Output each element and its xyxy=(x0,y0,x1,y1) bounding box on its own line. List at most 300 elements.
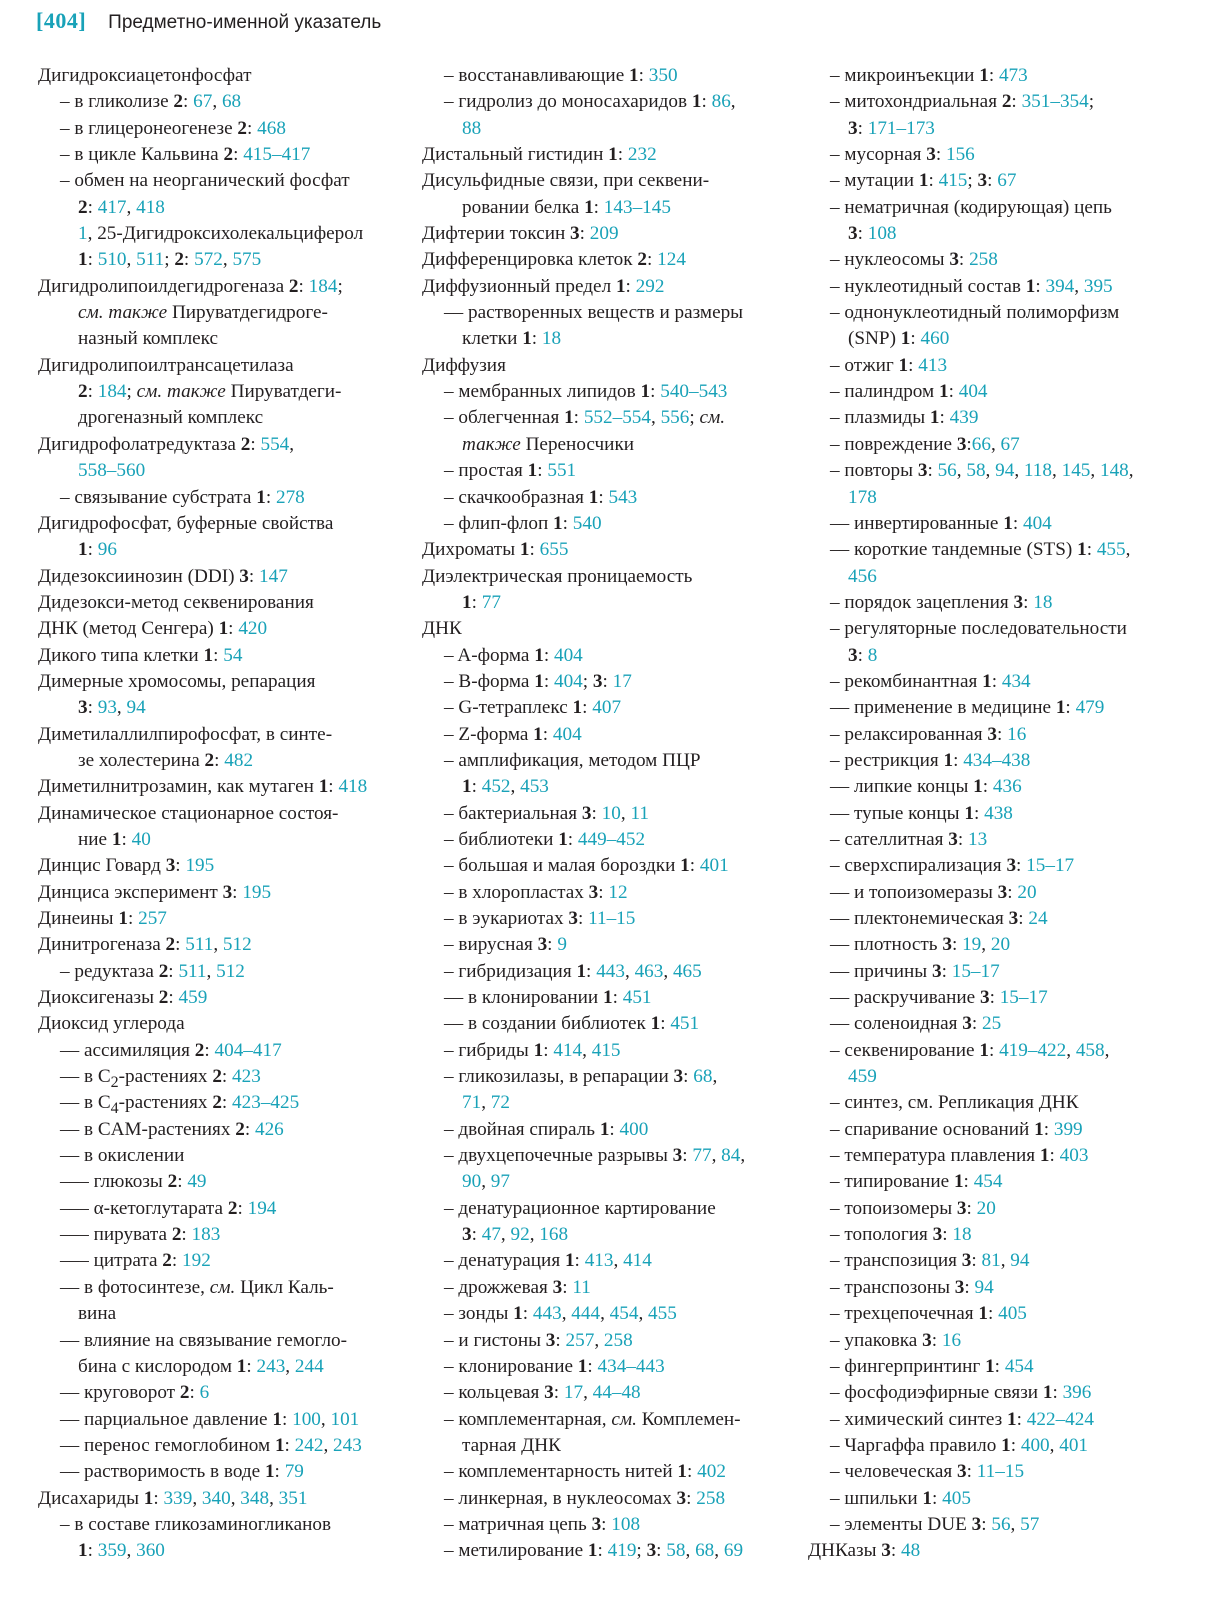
volume-number: 1 xyxy=(1042,1382,1053,1404)
page-reference-link[interactable]: 394 xyxy=(1045,275,1075,297)
page-reference-link[interactable]: 399 xyxy=(1053,1118,1083,1140)
page-reference-link[interactable]: 16 xyxy=(941,1329,962,1351)
page-reference-link[interactable]: 459 xyxy=(178,987,208,1009)
index-entry-line xyxy=(38,353,398,379)
page-reference-link[interactable]: 178 xyxy=(848,486,877,508)
subscript-text: 2 xyxy=(110,1073,119,1091)
page-reference-link[interactable]: 436 xyxy=(992,776,1022,798)
page-reference-link[interactable]: 25 xyxy=(981,1013,1002,1035)
page-reference-link[interactable]: 56 xyxy=(991,1513,1011,1535)
page-reference-link[interactable]: 11 xyxy=(630,802,649,824)
index-entry-line xyxy=(422,63,782,89)
page-reference-link[interactable]: 243 xyxy=(256,1355,286,1377)
index-entry-line xyxy=(422,221,782,247)
index-entry-line xyxy=(422,722,782,748)
page-reference-link[interactable]: 482 xyxy=(224,749,254,771)
page-reference-link[interactable]: 419–422 xyxy=(999,1039,1067,1061)
index-entry-line xyxy=(422,1064,782,1090)
page-reference-link[interactable]: 147 xyxy=(259,565,288,587)
entry-text: : xyxy=(171,1250,183,1272)
entry-text: Динеины xyxy=(38,908,119,929)
volume-number: 1 xyxy=(900,328,911,350)
page-reference-link[interactable]: 257 xyxy=(138,908,167,929)
page-reference-link[interactable]: 18 xyxy=(541,328,562,350)
page-reference-link[interactable]: 543 xyxy=(608,486,638,508)
page-reference-link[interactable]: 148 xyxy=(1099,460,1129,482)
page-reference-link[interactable]: 407 xyxy=(592,697,622,719)
page-reference-link[interactable]: 88 xyxy=(462,117,482,139)
page-reference-link[interactable]: 404 xyxy=(1022,512,1052,534)
page-reference-link[interactable]: 47 xyxy=(481,1224,501,1246)
page-reference-link[interactable]: 510 xyxy=(97,249,127,271)
page-reference-link[interactable]: 456 xyxy=(848,565,877,587)
entry-text: ––– глюкозы xyxy=(60,1171,168,1193)
entry-text: : xyxy=(1086,539,1097,561)
page-reference-link[interactable]: 396 xyxy=(1062,1382,1092,1404)
volume-number: 3 xyxy=(917,460,928,482)
page-reference-link[interactable]: 360 xyxy=(136,1540,165,1562)
entry-text: – флип-флоп xyxy=(444,512,554,534)
page-reference-link[interactable]: 17 xyxy=(563,1382,584,1404)
entry-text: ние xyxy=(78,828,112,850)
page-reference-link[interactable]: 143–145 xyxy=(603,196,671,218)
entry-text: : xyxy=(857,117,868,139)
page-reference-link[interactable]: 454 xyxy=(1004,1355,1034,1377)
index-entry-line xyxy=(422,168,782,194)
page-reference-link[interactable]: 77 xyxy=(481,591,501,613)
page-reference-link[interactable]: 192 xyxy=(182,1250,211,1272)
entry-text: ––– цитрата xyxy=(60,1250,163,1272)
entry-text: – сателлитная xyxy=(830,828,949,850)
page-reference-link[interactable]: 404 xyxy=(553,644,583,666)
volume-number: 1 xyxy=(602,987,613,1009)
page-reference-link[interactable]: 243 xyxy=(333,1434,362,1456)
index-entry-line xyxy=(422,774,782,800)
page-reference-link[interactable]: 556 xyxy=(660,407,690,429)
volume-number: 1 xyxy=(922,1487,933,1509)
volume-number: 1 xyxy=(576,960,587,982)
entry-text: : xyxy=(298,275,309,297)
page-reference-link[interactable]: 405 xyxy=(942,1487,971,1509)
entry-text: : xyxy=(597,1540,608,1562)
volume-number: 2 xyxy=(288,275,299,297)
entry-text: : xyxy=(1023,591,1034,613)
page-reference-link[interactable]: 258 xyxy=(603,1329,633,1351)
page-reference-link[interactable]: 57 xyxy=(1020,1513,1040,1535)
page-reference-link[interactable]: 15–17 xyxy=(999,987,1048,1009)
page-reference-link[interactable]: 350 xyxy=(648,65,678,86)
page-reference-link[interactable]: 94 xyxy=(126,697,146,719)
index-entry-line xyxy=(38,1169,398,1195)
page-reference-link[interactable]: 415 xyxy=(938,170,968,192)
page-reference-link[interactable]: 449–452 xyxy=(577,828,646,850)
page-reference-link[interactable]: 97 xyxy=(490,1171,510,1193)
entry-text: Дигидроксиацетонфосфат xyxy=(38,65,252,86)
page-reference-link[interactable]: 278 xyxy=(275,486,305,508)
page-reference-link[interactable]: 512 xyxy=(222,934,252,956)
index-entry-line xyxy=(422,485,782,511)
page-reference-link[interactable]: 655 xyxy=(539,539,569,561)
page-reference-link[interactable]: 58 xyxy=(666,1540,686,1562)
index-entry-line xyxy=(808,1486,1168,1512)
page-reference-link[interactable]: 145 xyxy=(1061,460,1091,482)
page-reference-link[interactable]: 66 xyxy=(971,433,991,455)
entry-text: – двухцепочечные разрывы xyxy=(444,1145,673,1167)
index-entry-line xyxy=(422,142,782,168)
index-entry-line xyxy=(422,564,782,590)
page-reference-link[interactable]: 452 xyxy=(481,776,511,798)
page-reference-link[interactable]: 171–173 xyxy=(867,117,935,139)
page-reference-link[interactable]: 118 xyxy=(1023,460,1052,482)
volume-number: 1 xyxy=(650,1013,661,1035)
page-reference-link[interactable]: 92 xyxy=(510,1224,530,1246)
page-reference-link[interactable]: 11–15 xyxy=(976,1461,1025,1483)
page-reference-link[interactable]: 413 xyxy=(918,354,948,376)
page-reference-link[interactable]: 94 xyxy=(995,460,1015,482)
page-reference-link[interactable]: 434–443 xyxy=(597,1355,665,1377)
page-reference-link[interactable]: 67 xyxy=(997,170,1017,192)
entry-text: : xyxy=(175,855,186,877)
page-reference-link[interactable]: 453 xyxy=(520,776,549,798)
page-reference-link[interactable]: 339 xyxy=(163,1487,193,1509)
page-reference-link[interactable]: 404 xyxy=(958,381,988,403)
page-reference-link[interactable]: 68 xyxy=(693,1066,713,1088)
page-reference-link[interactable]: 340 xyxy=(201,1487,231,1509)
page-reference-link[interactable]: 419 xyxy=(607,1540,637,1562)
page-reference-link[interactable]: 460 xyxy=(920,328,950,350)
page-reference-link[interactable]: 232 xyxy=(627,144,657,166)
page-reference-link[interactable]: 258 xyxy=(696,1487,726,1509)
page-reference-link[interactable]: 12 xyxy=(608,881,628,903)
entry-text: : xyxy=(591,802,602,824)
page-reference-link[interactable]: 184 xyxy=(308,275,338,297)
page-reference-link[interactable]: 96 xyxy=(97,539,117,561)
entry-text: – вирусная xyxy=(444,934,538,956)
volume-number: 1 xyxy=(985,1355,995,1377)
index-entry-line xyxy=(422,1090,782,1116)
page-reference-link[interactable]: 9 xyxy=(557,934,567,956)
page-reference-link[interactable]: 20 xyxy=(1017,881,1037,903)
page-reference-link[interactable]: 69 xyxy=(723,1540,744,1562)
page-reference-link[interactable]: 195 xyxy=(185,855,215,877)
entry-text: – матричная цепь xyxy=(444,1513,592,1535)
page-reference-link[interactable]: 403 xyxy=(1059,1145,1089,1167)
index-entry-line xyxy=(808,1117,1168,1143)
index-entry-line xyxy=(38,1222,398,1248)
page-reference-link[interactable]: 404–417 xyxy=(214,1039,282,1061)
entry-text: : xyxy=(573,407,584,429)
page-reference-link[interactable]: 511 xyxy=(185,934,214,956)
page-reference-link[interactable]: 351–354 xyxy=(1021,91,1089,113)
page-reference-link[interactable]: 15–17 xyxy=(1026,855,1075,877)
index-entry-line xyxy=(38,432,398,458)
page-reference-link[interactable]: 422–424 xyxy=(1026,1408,1094,1430)
page-reference-link[interactable]: 551 xyxy=(547,460,577,482)
page-reference-link[interactable]: 554 xyxy=(260,433,290,455)
page-reference-link[interactable]: 183 xyxy=(191,1224,221,1246)
page-reference-link[interactable]: 434–438 xyxy=(963,749,1031,771)
entry-text: : xyxy=(543,1039,554,1061)
page-reference-link[interactable]: 94 xyxy=(974,1276,994,1298)
cross-reference-label: также xyxy=(462,433,521,455)
index-entry-line xyxy=(38,195,398,221)
index-column-2 xyxy=(422,63,782,1565)
index-entry-line xyxy=(422,643,782,669)
page-reference-link[interactable]: 444 xyxy=(571,1303,601,1325)
page-reference-link[interactable]: 100 xyxy=(292,1408,321,1430)
entry-text: – денатурационное картирование xyxy=(444,1197,716,1219)
page-reference-link[interactable]: 18 xyxy=(1033,591,1053,613)
page-reference-link[interactable]: 414 xyxy=(553,1039,583,1061)
page-reference-link[interactable]: 13 xyxy=(968,828,988,850)
page-reference-link[interactable]: 79 xyxy=(284,1461,304,1483)
page-reference-link[interactable]: 94 xyxy=(1010,1250,1030,1272)
entry-text: , xyxy=(1074,275,1084,297)
page-reference-link[interactable]: 414 xyxy=(623,1250,652,1272)
page-reference-link[interactable]: 86 xyxy=(711,91,731,113)
volume-number: 1 xyxy=(979,65,989,86)
page-reference-link[interactable]: 400 xyxy=(1020,1434,1050,1456)
page-reference-link[interactable]: 451 xyxy=(622,987,652,1009)
entry-text: : xyxy=(908,354,919,376)
page-reference-link[interactable]: 108 xyxy=(611,1513,641,1535)
page-reference-link[interactable]: 20 xyxy=(976,1197,996,1219)
page-reference-link[interactable]: 40 xyxy=(131,828,151,850)
index-entry-line xyxy=(422,195,782,221)
page-reference-link[interactable]: 402 xyxy=(697,1461,726,1483)
page-reference-link[interactable]: 6 xyxy=(199,1382,210,1404)
entry-text: : xyxy=(593,196,604,218)
page-reference-link[interactable]: 84 xyxy=(721,1145,741,1167)
page-reference-link[interactable]: 242 xyxy=(294,1434,324,1456)
page-reference-link[interactable]: 479 xyxy=(1075,697,1105,719)
page-reference-link[interactable]: 405 xyxy=(998,1303,1027,1325)
page-reference-link[interactable]: 511 xyxy=(178,960,207,982)
volume-number: 1 xyxy=(640,381,651,403)
volume-number: 2 xyxy=(204,749,215,771)
page-reference-link[interactable]: 572 xyxy=(194,249,223,271)
index-entry-line xyxy=(38,274,398,300)
entry-text: : xyxy=(87,697,98,719)
page-reference-link[interactable]: 404 xyxy=(553,670,583,692)
index-entry-line xyxy=(38,906,398,932)
page-reference-link[interactable]: 434 xyxy=(1001,670,1031,692)
page-reference-link[interactable]: 404 xyxy=(552,723,582,745)
page-reference-link[interactable]: 439 xyxy=(949,407,979,429)
page-reference-link[interactable]: 558–560 xyxy=(78,460,146,482)
page-reference-link[interactable]: 17 xyxy=(612,670,632,692)
entry-text: : xyxy=(250,433,261,455)
volume-number: 1 xyxy=(218,618,229,640)
entry-text: : xyxy=(214,749,225,771)
page-reference-link[interactable]: 67 xyxy=(1000,433,1020,455)
entry-text: , xyxy=(1090,460,1100,482)
page-reference-link[interactable]: 512 xyxy=(216,960,245,982)
entry-text: Дидезоксиинозин (DDI) xyxy=(38,565,240,587)
page-reference-link[interactable]: 359 xyxy=(97,1540,127,1562)
entry-text: , xyxy=(711,1145,722,1167)
page-reference-link[interactable]: 108 xyxy=(867,223,897,245)
page-reference-link[interactable]: 511 xyxy=(136,249,165,271)
page-reference-link[interactable]: 423 xyxy=(232,1066,261,1088)
page-reference-link[interactable]: 454 xyxy=(973,1171,1003,1193)
page-reference-link[interactable]: 194 xyxy=(247,1197,277,1219)
page-reference-link[interactable]: 67 xyxy=(193,91,213,113)
page-reference-link[interactable]: 443 xyxy=(532,1303,562,1325)
page-reference-link[interactable]: 455 xyxy=(648,1303,677,1325)
entry-text: , xyxy=(1125,539,1131,561)
page-reference-link[interactable]: 575 xyxy=(232,249,262,271)
entry-text: –– в создании библиотек xyxy=(444,1013,651,1035)
entry-text: : xyxy=(1011,91,1022,113)
page-reference-link[interactable]: 49 xyxy=(187,1171,207,1193)
index-entry-line xyxy=(38,1433,398,1459)
page-reference-link[interactable]: 195 xyxy=(242,881,272,903)
entry-text: дрогеназный комплекс xyxy=(78,407,264,429)
entry-text: : xyxy=(601,1513,612,1535)
page-reference-link[interactable]: 93 xyxy=(97,697,117,719)
page-reference-link[interactable]: 56 xyxy=(937,460,957,482)
entry-text: , xyxy=(624,960,635,982)
page-reference-link[interactable]: 18 xyxy=(952,1224,972,1246)
page-reference-link[interactable]: 443 xyxy=(596,960,625,982)
page-reference-link[interactable]: 413 xyxy=(584,1250,614,1272)
page-reference-link[interactable]: 458 xyxy=(1075,1039,1105,1061)
page-reference-link[interactable]: 19 xyxy=(962,934,982,956)
page-reference-link[interactable]: 68 xyxy=(695,1540,715,1562)
page-reference-link[interactable]: 58 xyxy=(966,460,986,482)
page-reference-link[interactable]: 459 xyxy=(848,1066,877,1088)
page-reference-link[interactable]: 292 xyxy=(635,275,665,297)
entry-text: – порядок зацепления xyxy=(830,591,1014,613)
page-reference-link[interactable]: 90 xyxy=(462,1171,482,1193)
entry-text: , xyxy=(126,249,137,271)
entry-text: , xyxy=(583,1382,593,1404)
page-reference-link[interactable]: 24 xyxy=(1028,908,1048,929)
page-reference-link[interactable]: 257 xyxy=(565,1329,595,1351)
page-reference-link[interactable]: 209 xyxy=(589,223,619,245)
page-reference-link[interactable]: 468 xyxy=(257,117,286,139)
page-reference-link[interactable]: 258 xyxy=(969,249,998,271)
page-reference-link[interactable]: 400 xyxy=(619,1118,649,1140)
page-reference-link[interactable]: 11 xyxy=(572,1276,591,1298)
page-reference-link[interactable]: 244 xyxy=(294,1355,324,1377)
page-reference-link[interactable]: 451 xyxy=(670,1013,700,1035)
page-reference-link[interactable]: 8 xyxy=(867,644,878,666)
entry-text: ; xyxy=(337,275,343,297)
page-reference-link[interactable]: 101 xyxy=(330,1408,360,1430)
page-reference-link[interactable]: 15–17 xyxy=(951,960,1000,982)
page-reference-link[interactable]: 68 xyxy=(221,91,242,113)
volume-number: 1 xyxy=(943,749,954,771)
page-reference-link[interactable]: 48 xyxy=(901,1540,921,1562)
index-entry-line xyxy=(422,669,782,695)
page-reference-link[interactable]: 184 xyxy=(97,381,127,403)
page-reference-link[interactable]: 168 xyxy=(539,1224,569,1246)
volume-number: 3 xyxy=(672,1145,683,1167)
index-entry-line xyxy=(808,643,1168,669)
entry-text: : xyxy=(857,223,868,245)
page-reference-link[interactable]: 426 xyxy=(254,1118,284,1140)
page-reference-link[interactable]: 20 xyxy=(990,934,1011,956)
entry-text: : xyxy=(598,881,609,903)
volume-number: 3 xyxy=(997,881,1008,903)
page-reference-link[interactable]: 16 xyxy=(1007,723,1027,745)
page-reference-link[interactable]: 415–417 xyxy=(243,144,311,166)
page-reference-link[interactable]: 418 xyxy=(338,776,368,798)
page-reference-link[interactable]: 418 xyxy=(136,196,165,218)
entry-text: : xyxy=(246,117,258,139)
page-reference-link[interactable]: 10 xyxy=(601,802,621,824)
page-reference-link[interactable]: 11–15 xyxy=(588,908,636,929)
page-reference-link[interactable]: 156 xyxy=(945,144,975,166)
entry-text: , xyxy=(620,802,631,824)
page-reference-link[interactable]: 455 xyxy=(1096,539,1126,561)
volume-number: 2 xyxy=(165,934,176,956)
page-reference-link[interactable]: 438 xyxy=(984,802,1013,824)
page-reference-link[interactable]: 463 xyxy=(634,960,664,982)
page-reference-link[interactable]: 77 xyxy=(692,1145,712,1167)
page-reference-link[interactable]: 124 xyxy=(657,249,686,271)
page-reference-link[interactable]: 423–425 xyxy=(232,1092,300,1114)
volume-number: 1 xyxy=(513,1303,523,1325)
entry-text: : xyxy=(177,1171,188,1193)
entry-text: : xyxy=(579,223,590,245)
page-reference-link[interactable]: 454 xyxy=(609,1303,639,1325)
page-reference-link[interactable]: 81 xyxy=(981,1250,1001,1272)
page-reference-link[interactable]: 420 xyxy=(238,618,268,640)
entry-text: , xyxy=(206,960,217,982)
entry-text: Диэлектрическая проницаемость xyxy=(422,565,693,587)
page-reference-link[interactable]: 401 xyxy=(699,855,729,877)
page-reference-link[interactable]: 540 xyxy=(572,512,602,534)
entry-text: : xyxy=(701,91,712,113)
entry-text: Дихроматы xyxy=(422,539,520,561)
entry-text: Диметилнитрозамин, как мутаген xyxy=(38,776,319,798)
page-reference-link[interactable]: 415 xyxy=(591,1039,621,1061)
entry-text: : xyxy=(543,644,554,666)
page-reference-link[interactable]: 552–554 xyxy=(583,407,651,429)
entry-text: : xyxy=(981,1513,992,1535)
entry-text: – спаривание оснований xyxy=(830,1118,1035,1140)
page-reference-link[interactable]: 401 xyxy=(1059,1434,1088,1456)
entry-text: бина с кислородом xyxy=(78,1355,237,1377)
page-reference-link[interactable]: 54 xyxy=(223,644,243,666)
entry-text: , xyxy=(650,407,661,429)
page-reference-link[interactable]: 1 xyxy=(78,223,88,245)
index-entry-line xyxy=(808,1433,1168,1459)
page-reference-link[interactable]: 540–543 xyxy=(660,381,728,403)
index-entry-line xyxy=(808,326,1168,352)
page-reference-link[interactable]: 348 xyxy=(240,1487,270,1509)
index-entry-line xyxy=(808,485,1168,511)
page-reference-link[interactable]: 395 xyxy=(1083,275,1113,297)
entry-text: : xyxy=(1035,275,1046,297)
page-reference-link[interactable]: 44–48 xyxy=(592,1382,641,1404)
entry-text: – типирование xyxy=(830,1171,954,1193)
page-reference-link[interactable]: 417 xyxy=(97,196,127,218)
page-reference-link[interactable]: 465 xyxy=(672,960,702,982)
entry-text: : xyxy=(577,908,589,929)
volume-number: 3 xyxy=(949,249,959,271)
page-reference-link[interactable]: 351 xyxy=(278,1487,308,1509)
index-entry-line xyxy=(38,616,398,642)
entry-text: – в составе гликозаминогликанов xyxy=(60,1513,332,1535)
page-reference-link[interactable]: 72 xyxy=(490,1092,510,1114)
volume-number: 2 xyxy=(179,1382,190,1404)
page-reference-link[interactable]: 71 xyxy=(462,1092,482,1114)
page-reference-link[interactable]: 473 xyxy=(998,65,1028,86)
